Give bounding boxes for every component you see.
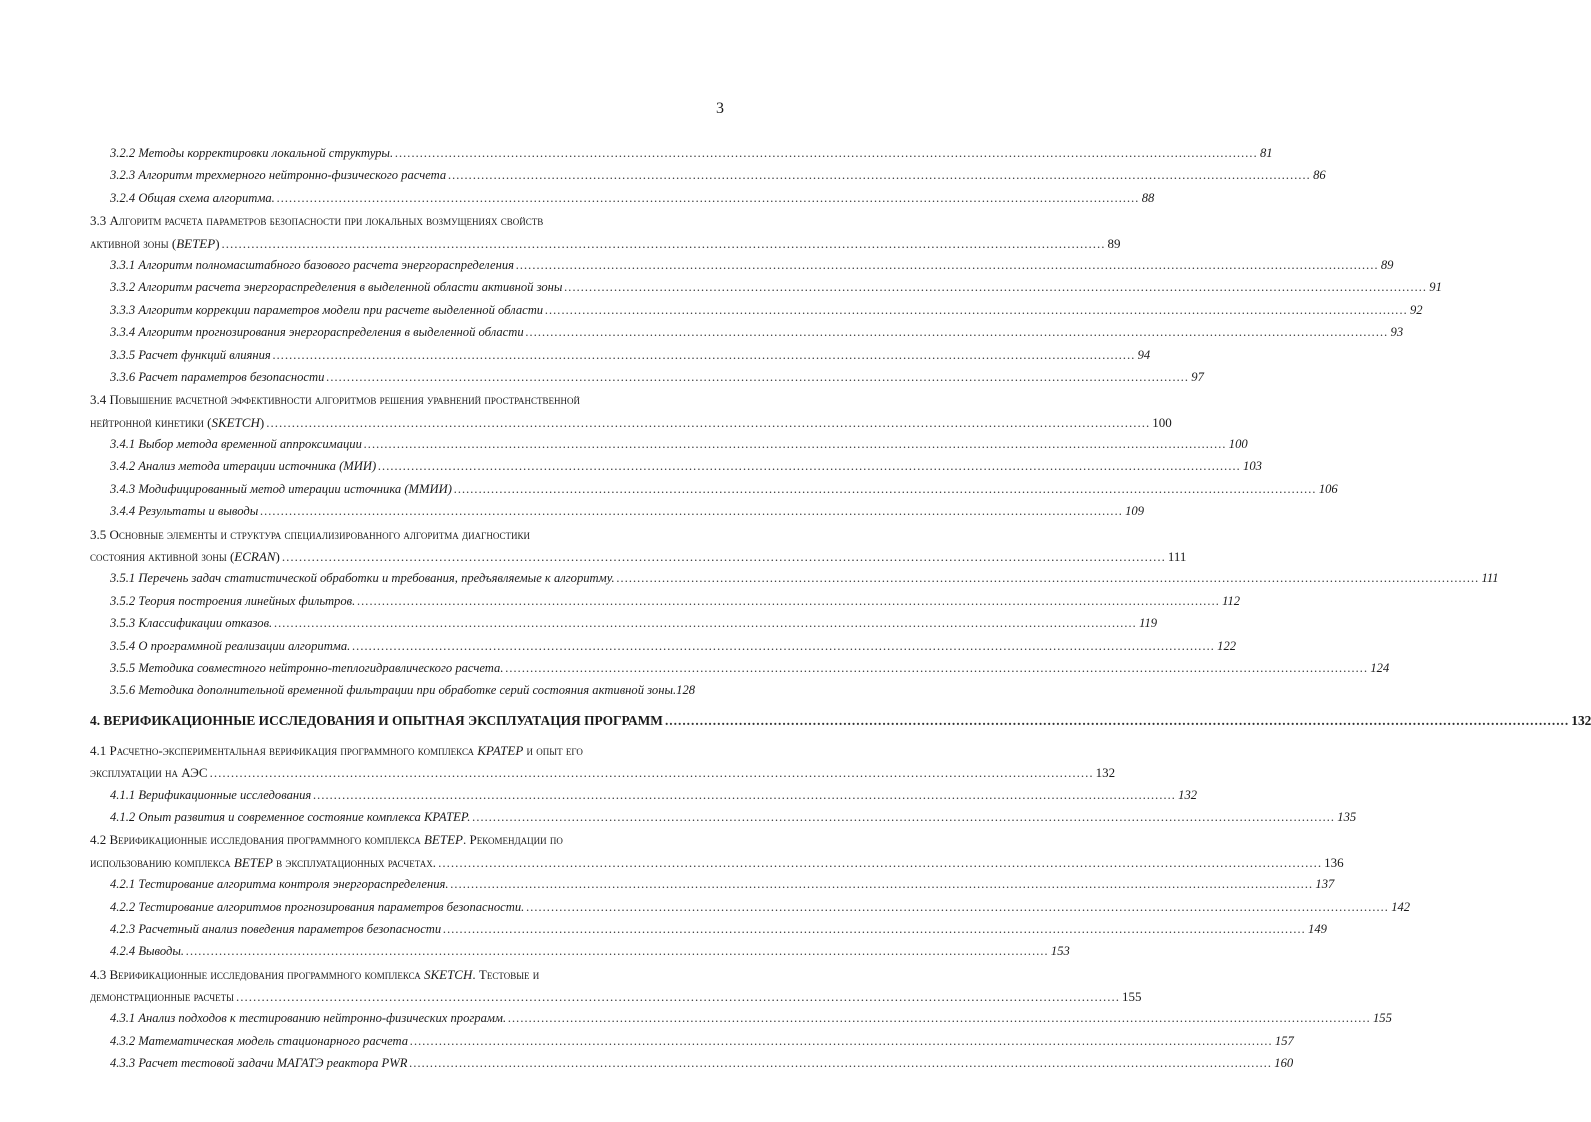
toc-subsection-entry[interactable] (90, 1011, 1392, 1033)
dot-leader (236, 989, 1120, 1005)
toc-subsection-entry[interactable] (90, 660, 1390, 683)
toc-section-entry[interactable] (90, 392, 730, 414)
toc-page-number: 153 (1050, 944, 1070, 959)
dot-leader (277, 191, 1140, 206)
toc-subsection-entry[interactable] (90, 899, 1411, 922)
toc-entry-title (90, 765, 208, 781)
toc-subsection-entry[interactable] (90, 1033, 1294, 1056)
toc-page-number: 94 (1137, 347, 1151, 362)
toc-entry-title (110, 683, 676, 698)
toc-entry-title (90, 967, 539, 983)
dot-leader (545, 303, 1408, 318)
title-text: ) (215, 235, 220, 251)
toc-page-number: 97 (1191, 369, 1204, 384)
dot-leader (516, 258, 1379, 273)
toc-subsection-entry[interactable] (90, 347, 1151, 370)
program-name: ВЕТЕР (233, 854, 273, 870)
title-text: 3.2.3 Алгоритм трехмерного нейтронно-физического расчета (110, 168, 447, 183)
toc-subsection-entry[interactable] (90, 638, 1237, 661)
dot-leader (260, 504, 1123, 519)
toc-subsection-entry[interactable] (90, 302, 1423, 325)
title-text: 3.4.1 Выбор метода временной аппроксимации (110, 437, 362, 452)
toc-entry-title (110, 922, 441, 937)
toc-page-number: 137 (1315, 877, 1335, 892)
dot-leader (665, 713, 1569, 729)
dot-leader (186, 944, 1049, 959)
title-text: 4.3.1 Анализ подходов к тестированию нейтронно-физических программ. (110, 1011, 507, 1026)
dot-leader (617, 571, 1480, 586)
title-text: 3.5.4 О программной реализации алгоритма. (110, 638, 351, 653)
program-name: SKETCH (211, 414, 260, 430)
title-text: 4.1 Расчетно-экспериментальная верификация программного комплекса (90, 742, 478, 758)
toc-page-number: 88 (1141, 190, 1155, 205)
title-text: в эксплуатационных расчетах. (272, 854, 437, 870)
toc-subsection-entry[interactable] (90, 877, 1335, 899)
title-text: . Рекомендации по (462, 832, 563, 848)
toc-entry-title (110, 191, 275, 206)
toc-page-number: 135 (1337, 809, 1357, 824)
toc-page-number: 103 (1243, 459, 1262, 474)
toc-subsection-entry[interactable] (90, 1056, 1294, 1078)
title-text: использованию комплекса (90, 854, 234, 870)
toc-subsection-entry[interactable] (90, 257, 1394, 280)
dot-leader (395, 146, 1258, 161)
dot-leader (352, 639, 1215, 654)
title-text: 4.2.2 Тестирование алгоритмов прогнозирования параметров безопасности. (110, 899, 525, 914)
dot-leader (210, 765, 1094, 781)
toc-section-entry[interactable] (90, 743, 730, 765)
title-text: активной зоны ( (90, 235, 177, 251)
program-name: ВЕТЕР (423, 832, 463, 848)
toc-page-number: 93 (1390, 325, 1404, 340)
toc-entry-title (110, 810, 470, 825)
toc-section-entry[interactable] (90, 527, 730, 549)
toc-entry-title (110, 370, 324, 385)
title-text: 3.5.2 Теория построения линейных фильтров. (110, 593, 356, 608)
title-text: 4.1.2 Опыт развития и современное состояние комплекса КРАТЕР. (110, 809, 471, 824)
toc-entry-title (90, 855, 436, 871)
toc-subsection-entry[interactable] (90, 146, 1273, 168)
toc-page-number: 128 (676, 683, 696, 698)
dot-leader (505, 661, 1368, 676)
toc-entry-title (110, 146, 393, 161)
toc-entry-title (110, 1034, 408, 1049)
program-name: SKETCH (423, 966, 473, 982)
title-text: 4.3.2 Математическая модель стационарного расчета (110, 1033, 409, 1048)
program-name: ВЕТЕР (176, 235, 216, 251)
title-text: нейтронной кинетики ( (90, 414, 212, 430)
toc-page-number: 86 (1313, 168, 1326, 183)
page-number: 3 (716, 100, 724, 117)
toc-entry-title (110, 1011, 506, 1026)
dot-leader (454, 482, 1317, 497)
title-text: 3.2.4 Общая схема алгоритма. (110, 190, 275, 205)
dot-leader (438, 855, 1322, 871)
toc-entry-title (90, 989, 234, 1005)
toc-entry-title (110, 504, 258, 519)
dot-leader (564, 280, 1427, 295)
toc-subsection-entry[interactable] (90, 325, 1404, 347)
title-text: эксплуатации на АЭС (90, 765, 208, 781)
dot-leader (357, 594, 1220, 609)
toc-subsection-entry[interactable] (90, 190, 1155, 213)
title-text: 4.2 Верификационные исследования программного комплекса (90, 832, 424, 848)
dot-leader (364, 437, 1227, 452)
toc-entry-title (90, 832, 563, 848)
toc-subsection-entry[interactable] (90, 168, 1326, 190)
toc-entry-title (110, 1056, 407, 1071)
dot-leader (282, 549, 1166, 565)
toc-section-entry[interactable] (90, 832, 730, 854)
toc-subsection-entry[interactable] (90, 921, 1327, 944)
title-text: 3.3.2 Алгоритм расчета энергораспределения в выделенной области активной зоны (110, 280, 563, 295)
dot-leader (274, 616, 1137, 631)
dot-leader (273, 348, 1136, 363)
program-name: ECRAN (234, 549, 276, 565)
toc-page-number: 91 (1429, 280, 1442, 295)
toc-page-number: 100 (1228, 437, 1248, 452)
toc-entry-title (110, 571, 615, 586)
toc-subsection-entry[interactable] (90, 481, 1338, 504)
toc-section-entry[interactable] (90, 854, 1344, 877)
dot-leader (508, 1011, 1371, 1026)
toc-entry-title (110, 303, 543, 318)
toc-page-number: 119 (1139, 616, 1158, 631)
toc-section-entry[interactable] (90, 765, 1116, 787)
toc-entry-title (110, 788, 311, 803)
toc-page-number: 112 (1222, 593, 1241, 608)
toc-section-entry[interactable] (90, 989, 1142, 1011)
toc-entry-title (110, 348, 271, 363)
toc-page-number: 106 (1318, 481, 1338, 496)
toc-page-number: 142 (1391, 899, 1411, 914)
toc-entry-title (110, 900, 524, 915)
toc-page-number: 132 (1571, 712, 1591, 728)
toc-subsection-entry[interactable] (90, 571, 1499, 593)
toc-subsection-entry[interactable] (90, 809, 1357, 832)
title-text: 4.2.4 Выводы. (110, 944, 185, 959)
title-text: 4.2.3 Расчетный анализ поведения параметров безопасности (110, 921, 442, 936)
title-text: 3.4.4 Результаты и выводы (110, 504, 259, 519)
toc-page-number: 160 (1274, 1056, 1294, 1071)
title-text: 3.4.3 Модифицированный метод итерации источника (ММИИ) (110, 481, 452, 496)
dot-leader (472, 810, 1335, 825)
toc-entry-title (90, 713, 663, 729)
toc-subsection-entry[interactable] (90, 616, 1158, 638)
dot-leader (448, 168, 1311, 183)
toc-entry-title (110, 482, 452, 497)
title-text: 3.4 Повышение расчетной эффективности алгоритмов решения уравнений пространственной (90, 392, 581, 408)
table-of-contents (90, 146, 1591, 1079)
toc-entry-title (110, 459, 376, 474)
toc-section-entry[interactable] (90, 967, 730, 989)
toc-page-number: 132 (1178, 787, 1198, 802)
toc-entry-title (90, 415, 264, 431)
title-text: 4.3.3 Расчет тестовой задачи МАГАТЭ реактора PWR (110, 1056, 408, 1071)
toc-entry-title (110, 616, 272, 631)
title-text: 4.3 Верификационные исследования программного комплекса (90, 966, 424, 982)
title-text: 4.1.1 Верификационные исследования (110, 787, 312, 802)
toc-entry-title (110, 639, 350, 654)
toc-page-number: 149 (1308, 921, 1327, 936)
toc-page-number: 92 (1409, 302, 1423, 317)
toc-chapter-entry[interactable] (90, 712, 1591, 742)
toc-entry-title (110, 168, 446, 183)
toc-subsection-entry[interactable] (90, 280, 1442, 302)
toc-entry-title (90, 213, 543, 229)
toc-page-number: 109 (1125, 504, 1144, 519)
dot-leader (409, 1056, 1272, 1071)
toc-entry-title (110, 661, 503, 676)
toc-entry-title (90, 743, 583, 759)
toc-page-number: 124 (1370, 660, 1390, 675)
toc-page-number: 89 (1107, 235, 1121, 251)
dot-leader (222, 236, 1106, 252)
toc-page-number: 111 (1481, 571, 1499, 586)
dot-leader (326, 370, 1189, 385)
dot-leader (526, 325, 1389, 340)
toc-entry-title (110, 325, 524, 340)
title-text: и опыт его (523, 742, 583, 758)
title-text: 3.5.5 Методика совместного нейтронно-теплогидравлического расчета. (110, 660, 504, 675)
title-text: ) (259, 414, 265, 430)
toc-subsection-entry[interactable] (90, 369, 1204, 392)
toc-section-entry[interactable] (90, 549, 1187, 571)
title-text: ) (275, 549, 280, 565)
dot-leader (313, 788, 1176, 803)
toc-entry-title (110, 594, 355, 609)
title-text: 3.5.3 Классификации отказов. (110, 616, 273, 631)
toc-section-entry[interactable] (90, 235, 1121, 258)
title-text: 3.3.6 Расчет параметров безопасности (110, 369, 325, 384)
title-text: состояния активной зоны ( (90, 549, 235, 565)
toc-subsection-entry[interactable] (90, 683, 730, 705)
dot-leader (378, 459, 1241, 474)
toc-page-number: 157 (1274, 1033, 1294, 1048)
toc-page-number: 122 (1217, 638, 1237, 653)
toc-entry-title (110, 258, 514, 273)
title-text: 3.5.1 Перечень задач статистической обработки и требования, предъявляемые к алгоритму. (110, 571, 615, 586)
toc-page-number: 89 (1380, 257, 1394, 272)
title-text: 3.3.1 Алгоритм полномасштабного базового расчета энергораспределения (110, 257, 514, 272)
toc-page-number: 132 (1095, 765, 1116, 781)
dot-leader (443, 922, 1306, 937)
toc-page-number: 111 (1167, 549, 1187, 565)
title-text: 3.3.5 Расчет функций влияния (110, 347, 271, 362)
title-text: 3.5.6 Методика дополнительной временной фильтрации при обработке серий состояния активной зоны. (110, 683, 677, 698)
title-text: 3.5 Основные элементы и структура специализированного алгоритма диагностики (90, 526, 530, 542)
toc-page-number: 155 (1373, 1011, 1392, 1026)
toc-entry-title (90, 527, 530, 543)
toc-section-entry[interactable] (90, 213, 730, 235)
toc-page-number: 136 (1324, 854, 1344, 870)
title-text: 3.2.2 Методы корректировки локальной структуры. (110, 146, 394, 160)
title-text: 4.2.1 Тестирование алгоритма контроля энергораспределения. (110, 877, 449, 892)
toc-entry-title (90, 392, 580, 408)
title-text: . Тестовые и (472, 966, 540, 982)
toc-entry-title (110, 437, 362, 452)
title-text: 3.3.4 Алгоритм прогнозирования энергораспределения в выделенной области (110, 325, 524, 340)
dot-leader (266, 415, 1150, 431)
toc-entry-title (110, 877, 449, 892)
toc-subsection-entry[interactable] (90, 437, 1248, 459)
dot-leader (410, 1034, 1273, 1049)
toc-entry-title (90, 549, 280, 565)
title-text: 3.3.3 Алгоритм коррекции параметров модели при расчете выделенной области (110, 302, 544, 317)
toc-subsection-entry[interactable] (90, 504, 1144, 526)
dot-leader (451, 877, 1314, 892)
dot-leader (526, 900, 1389, 915)
toc-section-entry[interactable] (90, 414, 1172, 437)
title-text: 3.4.2 Анализ метода итерации источника (МИИ) (110, 459, 377, 474)
toc-subsection-entry[interactable] (90, 593, 1241, 616)
toc-subsection-entry[interactable] (90, 459, 1262, 481)
toc-page-number: 100 (1152, 414, 1172, 430)
title-text: 4. ВЕРИФИКАЦИОННЫЕ ИССЛЕДОВАНИЯ И ОПЫТНАЯ ЭКСПЛУАТАЦИЯ ПРОГРАММ (90, 712, 663, 728)
toc-page-number: 81 (1259, 146, 1273, 160)
toc-subsection-entry[interactable] (90, 787, 1198, 810)
toc-entry-title (110, 280, 562, 295)
title-text: демонстрационные расчеты (90, 989, 234, 1005)
program-name: КРАТЕР (477, 742, 524, 758)
title-text: 3.3 Алгоритм расчета параметров безопасности при локальных возмущениях свойств (90, 213, 544, 229)
toc-subsection-entry[interactable] (90, 944, 1070, 966)
toc-entry-title (90, 236, 220, 252)
toc-page-number: 155 (1121, 989, 1142, 1005)
toc-entry-title (110, 944, 184, 959)
